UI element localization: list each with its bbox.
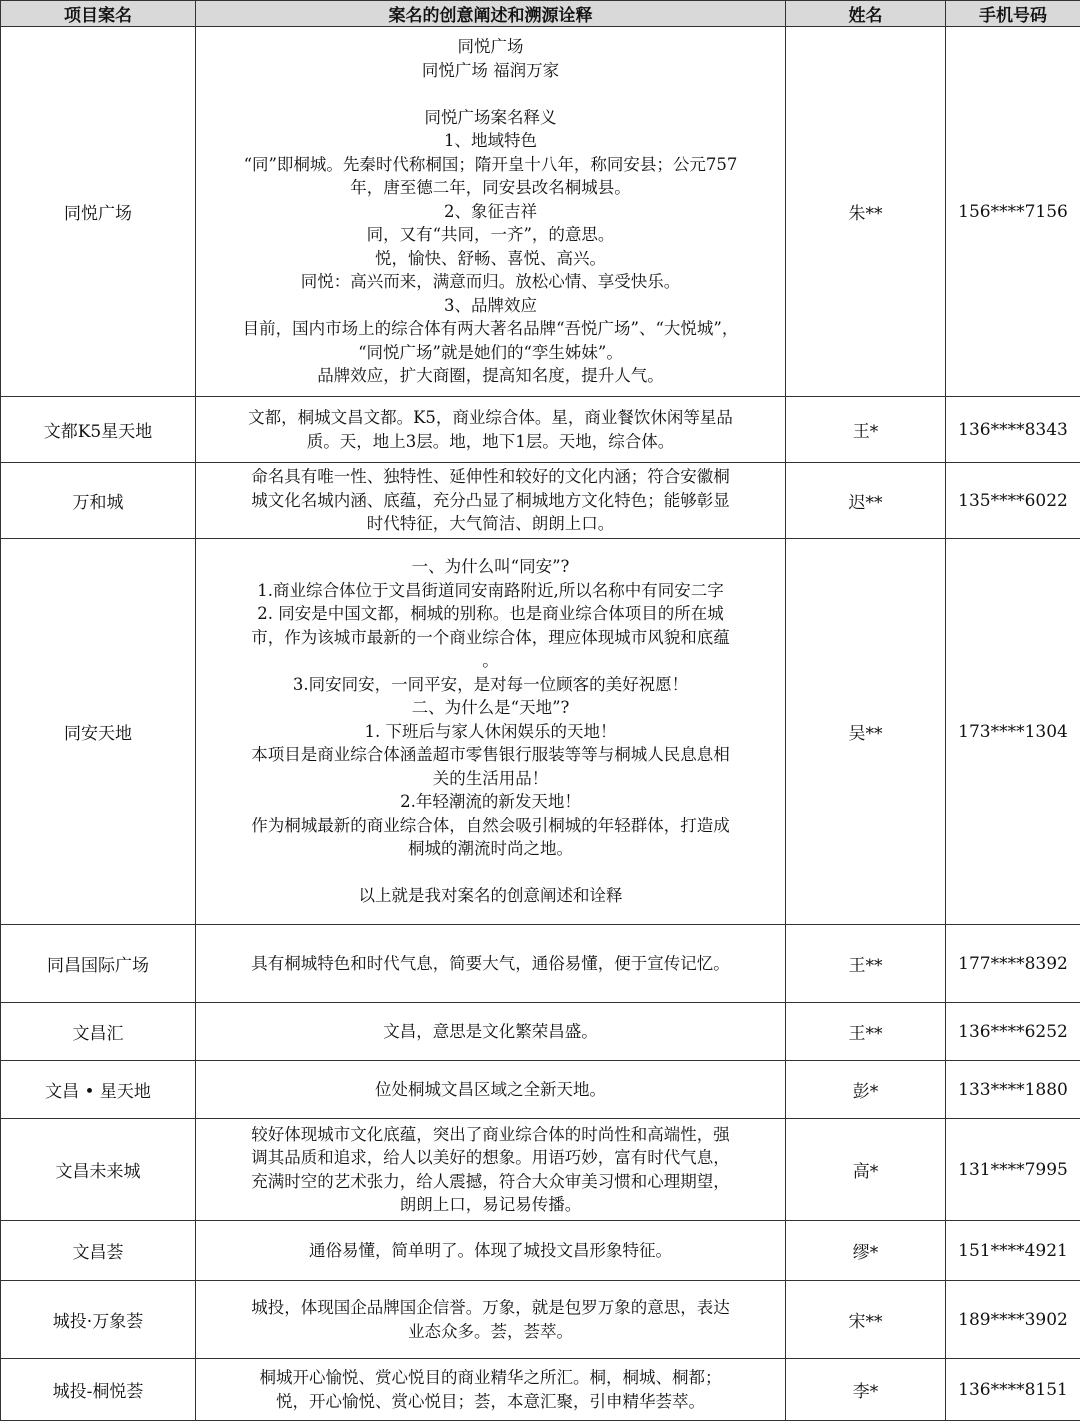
project-name-cell: 文昌 • 星天地 <box>1 1061 196 1119</box>
project-name-cell: 文昌荟 <box>1 1221 196 1281</box>
project-name-cell: 文都K5星天地 <box>1 397 196 463</box>
description-line <box>202 861 779 885</box>
description-line: 同悦广场案名释义 <box>424 107 557 127</box>
description-line: 桐城的潮流时尚之地。 <box>408 839 573 859</box>
person-name-cell: 迟** <box>786 463 946 539</box>
person-name-cell: 王* <box>786 397 946 463</box>
description-line: 一、为什么叫“同安”? <box>411 557 570 577</box>
table-row <box>1 463 1080 539</box>
description-cell <box>196 925 786 1003</box>
project-name-cell: 文昌汇 <box>1 1003 196 1061</box>
header-phone: 手机号码 <box>946 1 1080 27</box>
description-line: 二、为什么是“天地”? <box>411 698 570 718</box>
description-cell <box>196 463 786 539</box>
person-name-cell: 彭* <box>786 1061 946 1119</box>
project-name-cell: 文昌未来城 <box>1 1119 196 1221</box>
header-project-name: 项目案名 <box>1 1 196 27</box>
person-name-cell: 王** <box>786 1003 946 1061</box>
table-row <box>1 539 1080 925</box>
description-line: 2、象征吉祥 <box>444 201 537 221</box>
description-line: 业态众多。荟，荟萃。 <box>408 1321 573 1341</box>
table-row <box>1 27 1080 397</box>
phone-cell: 136****8151 <box>946 1359 1080 1421</box>
description-line: 1.商业综合体位于文昌街道同安南路附近,所以名称中有同安二字 <box>257 580 724 600</box>
description-line: 悦，愉快、舒畅、喜悦、高兴。 <box>375 248 606 268</box>
description-line: 1. 下班后与家人休闲娱乐的天地！ <box>364 721 617 741</box>
description-line: 文都，桐城文昌文都。K5，商业综合体。星，商业餐饮休闲等星品 <box>248 408 733 427</box>
description-line: 质。天，地上3层。地，地下1层。天地，综合体。 <box>306 431 675 451</box>
phone-cell: 151****4921 <box>946 1221 1080 1281</box>
description-cell <box>196 397 786 463</box>
description-line: 朗朗上口，易记易传播。 <box>399 1195 582 1214</box>
phone-cell: 189****3902 <box>946 1281 1080 1359</box>
table-row <box>1 1281 1080 1359</box>
phone-cell: 156****7156 <box>946 27 1080 397</box>
table-body <box>1 27 1080 1421</box>
description-line: 较好体现城市文化底蕴，突出了商业综合体的时尚性和高端性，强 <box>251 1124 730 1144</box>
description-line: 1、地域特色 <box>444 131 537 151</box>
description-cell <box>196 1281 786 1359</box>
description-line: 目前，国内市场上的综合体有两大著名品牌“吾悦广场”、“大悦城”， <box>242 319 739 339</box>
description-line: “同悦广场”就是她们的“孪生姊妹”。 <box>358 342 623 362</box>
description-cell <box>196 1061 786 1119</box>
description-line <box>202 82 779 106</box>
header-row <box>1 1 1080 27</box>
description-line: “同”即桐城。先秦时代称桐国；隋开皇十八年，称同安县；公元757 <box>243 154 738 174</box>
description-line: 具有桐城特色和时代气息，简要大气，通俗易懂，便于宣传记忆。 <box>251 953 730 973</box>
phone-cell: 131****7995 <box>946 1119 1080 1221</box>
table-row <box>1 1119 1080 1221</box>
description-line: 同悦广场 <box>457 37 524 57</box>
description-line: 城投，体现国企品牌国企信誉。万象，就是包罗万象的意思，表达 <box>251 1298 730 1317</box>
description-line: 2.年轻潮流的新发天地！ <box>400 792 581 812</box>
description-line: 3.同安同安，一同平安，是对每一位顾客的美好祝愿！ <box>292 674 689 694</box>
description-cell <box>196 539 786 925</box>
description-line: 年，唐至德二年，同安县改名桐城县。 <box>350 178 631 198</box>
phone-cell: 173****1304 <box>946 539 1080 925</box>
description-line: 文昌，意思是文化繁荣昌盛。 <box>383 1021 598 1041</box>
header-description: 案名的创意阐述和溯源诠释 <box>196 1 786 27</box>
project-name-cell: 同悦广场 <box>1 27 196 397</box>
description-line: 同，又有“共同，一齐”，的意思。 <box>366 225 615 245</box>
description-line: 。 <box>482 651 499 671</box>
description-cell <box>196 1359 786 1421</box>
description-line: 作为桐城最新的商业综合体，自然会吸引桐城的年轻群体，打造成 <box>251 815 730 835</box>
person-name-cell: 宋** <box>786 1281 946 1359</box>
description-line: 通俗易懂，简单明了。体现了城投文昌形象特征。 <box>309 1240 672 1260</box>
description-line: 悦，开心愉悦、赏心悦目；荟，本意汇聚，引申精华荟萃。 <box>276 1391 705 1411</box>
description-line: 本项目是商业综合体涵盖超市零售银行服装等等与桐城人民息息相 <box>251 745 730 765</box>
description-line: 同悦：高兴而来，满意而归。放松心情、享受快乐。 <box>300 272 681 292</box>
description-line: 命名具有唯一性、独特性、延伸性和较好的文化内涵；符合安徽桐 <box>251 467 730 487</box>
description-line: 位处桐城文昌区域之全新天地。 <box>375 1079 606 1099</box>
table-row <box>1 1221 1080 1281</box>
phone-cell: 136****8343 <box>946 397 1080 463</box>
description-cell <box>196 27 786 397</box>
phone-cell: 177****8392 <box>946 925 1080 1003</box>
description-line: 同悦广场 福润万家 <box>421 60 560 80</box>
description-line: 2. 同安是中国文都，桐城的别称。也是商业综合体项目的所在城 <box>257 604 724 624</box>
description-line: 3、品牌效应 <box>444 295 537 315</box>
description-line: 调其品质和追求，给人以美好的想象。用语巧妙，富有时代气息， <box>251 1148 730 1167</box>
person-name-cell: 王** <box>786 925 946 1003</box>
description-cell <box>196 1003 786 1061</box>
project-name-cell: 城投-桐悦荟 <box>1 1359 196 1421</box>
phone-cell: 135****6022 <box>946 463 1080 539</box>
phone-cell: 133****1880 <box>946 1061 1080 1119</box>
table-row <box>1 397 1080 463</box>
table-row <box>1 1003 1080 1061</box>
project-name-cell: 万和城 <box>1 463 196 539</box>
description-cell <box>196 1221 786 1281</box>
table-row <box>1 1061 1080 1119</box>
person-name-cell: 朱** <box>786 27 946 397</box>
person-name-cell: 缪* <box>786 1221 946 1281</box>
project-name-cell: 同昌国际广场 <box>1 925 196 1003</box>
description-line: 充满时空的艺术张力，给人震撼，符合大众审美习惯和心理期望， <box>251 1171 730 1191</box>
person-name-cell: 高* <box>786 1119 946 1221</box>
table-row <box>1 925 1080 1003</box>
phone-cell: 136****6252 <box>946 1003 1080 1061</box>
table-row <box>1 1359 1080 1421</box>
description-line: 时代特征，大气简洁、朗朗上口。 <box>366 514 615 534</box>
description-line: 以上就是我对案名的创意阐述和诠释 <box>358 886 623 906</box>
description-line: 桐城开心愉悦、赏心悦目的商业精华之所汇。桐，桐城、桐都； <box>259 1368 722 1387</box>
person-name-cell: 吴** <box>786 539 946 925</box>
person-name-cell: 李* <box>786 1359 946 1421</box>
description-line: 城文化名城内涵、底蕴，充分凸显了桐城地方文化特色；能够彰显 <box>251 490 730 510</box>
description-line: 品牌效应，扩大商圈，提高知名度，提升人气。 <box>317 366 664 386</box>
description-line: 关的生活用品！ <box>432 768 549 788</box>
description-line: 市，作为该城市最新的一个商业综合体，理应体现城市风貌和底蕴 <box>251 627 730 647</box>
description-cell <box>196 1119 786 1221</box>
project-name-cell: 城投·万象荟 <box>1 1281 196 1359</box>
project-name-cell: 同安天地 <box>1 539 196 925</box>
header-person-name: 姓名 <box>786 1 946 27</box>
